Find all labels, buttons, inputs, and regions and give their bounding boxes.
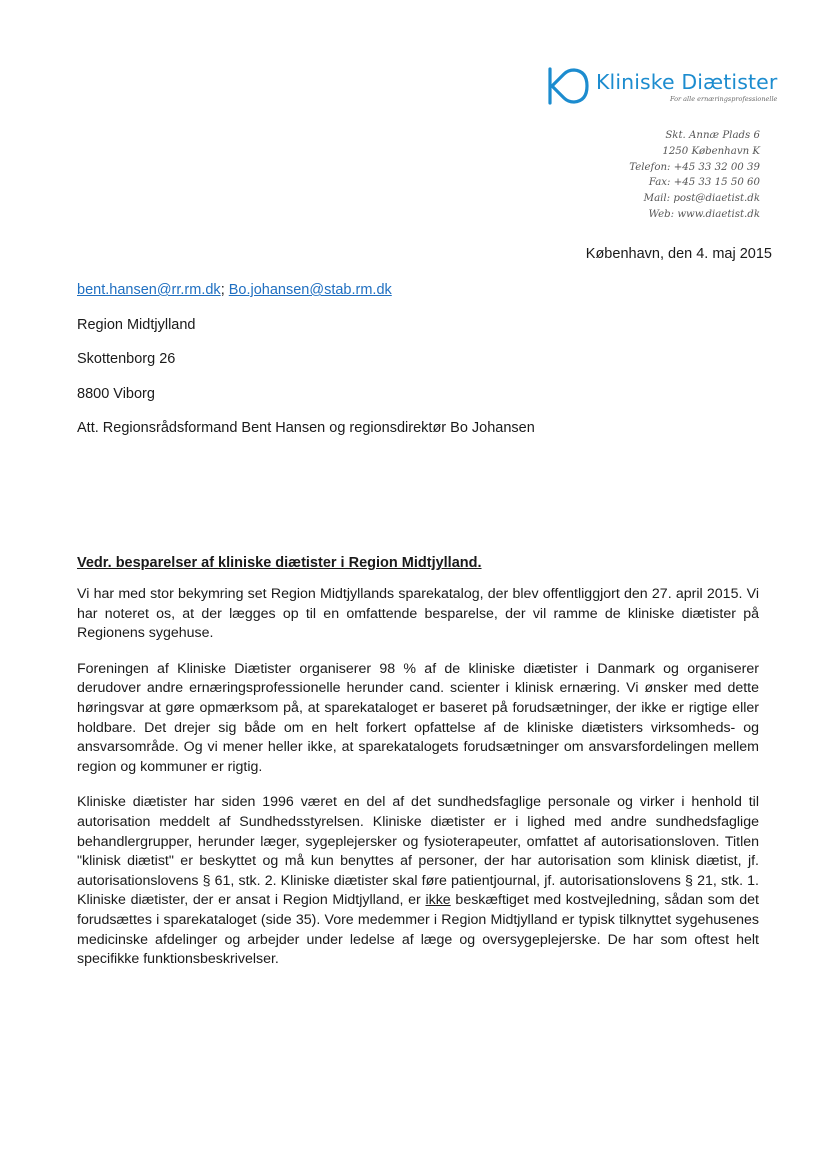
recipient-organization: Region Midtjylland xyxy=(77,316,196,333)
sender-web: Web: www.diaetist.dk xyxy=(648,208,760,220)
paragraph-3 xyxy=(77,793,759,969)
paragraph-2: Foreningen af Kliniske Diætister organiserer 98 % af de kliniske diætister i Danmark og organiserer derudover andre ernæringsprofessionelle herunder cand. scienter i klinisk ernæring. Vi ønsker med dette høringsvar at gøre opmærksom på, at sparekataloget er baseret på forudsætninger, der ikke er rigtige eller holdbare. Det drejer sig både om en helt forkert opfattelse af de kliniske diætisters virksomheds- og ansvarsområde. Og vi mener heller ikke, at sparekatalogets forudsætninger om ansvarsfordelingen mellem region og kommuner er rigtig. xyxy=(77,660,759,775)
letter-subject: Vedr. besparelser af kliniske diætister i Region Midtjylland. xyxy=(77,555,482,571)
sender-phone: Telefon: +45 33 32 00 39 xyxy=(629,161,760,173)
email-separator: ; xyxy=(220,282,225,298)
sender-address-block xyxy=(629,128,760,223)
recipient-attention: Att. Regionsrådsformand Bent Hansen og regionsdirektør Bo Johansen xyxy=(77,420,535,436)
email-link-bent-hansen[interactable]: bent.hansen@rr.rm.dk xyxy=(77,282,221,298)
letter-body xyxy=(77,585,759,986)
sender-street: Skt. Annæ Plads 6 xyxy=(665,130,760,141)
sender-fax: Fax: +45 33 15 50 60 xyxy=(648,177,760,189)
paragraph-3-text-end: beskæftiget med kostvejledning, sådan som det forudsættes i sparekataloget (side 35). Vore medemmer i Region Midtjylland er typisk tilknyttet sygehusenes medicinske afdelinger og arbejder under ledelse af læge og oversygeplejerske. De har som oftest helt specifikke funktionsbeskrivelser. xyxy=(77,892,760,968)
paragraph-1: Vi har med stor bekymring set Region Midtjyllands sparekatalog, der blev offentliggjort den 27. april 2015. Vi har noteret os, at der lægges op til en omfattende besparelse, der vil ramme de kliniske diætister på Regionens sygehuse. xyxy=(77,586,759,642)
email-link-bo-johansen[interactable]: Bo.johansen@stab.rm.dk xyxy=(228,282,392,298)
paragraph-3-text-start: Kliniske diætister har siden 1996 været en del af det sundhedsfaglige personale og virker i henhold til autorisation meddelt af Sundhedsstyrelsen. Kliniske diætister er i lighed med andre sundhedsfaglige behandlergrupper, herunder læger, sygeplejersker og fysioterapeuter, omfattet af autorisationsloven. Titlen "klinisk diætist" er beskyttet og må kun benyttes af personer, der har autorisation som klinisk diætist, jf. autorisationslovens § 61, stk. 2. Kliniske diætister skal føre patientjournal, jf. autorisationslovens § 21, stk. 1. Kliniske diætister, der er ansat i Region Midtjylland, er xyxy=(77,794,759,909)
letter-date: København, den 4. maj 2015 xyxy=(585,246,772,262)
recipient-block xyxy=(77,282,535,455)
recipient-street: Skottenborg 26 xyxy=(77,351,176,367)
kd-logo-icon xyxy=(546,66,590,106)
recipient-city: 8800 Viborg xyxy=(77,385,155,402)
logo-name: Kliniske Diætister xyxy=(596,70,778,94)
organization-logo xyxy=(546,66,777,106)
sender-city: 1250 København K xyxy=(662,145,760,157)
emphasis-ikke: ikke xyxy=(425,892,451,909)
recipient-emails xyxy=(77,282,535,299)
logo-tagline: For alle ernæringsprofessionelle xyxy=(669,95,778,103)
sender-mail: Mail: post@diaetist.dk xyxy=(643,193,760,205)
